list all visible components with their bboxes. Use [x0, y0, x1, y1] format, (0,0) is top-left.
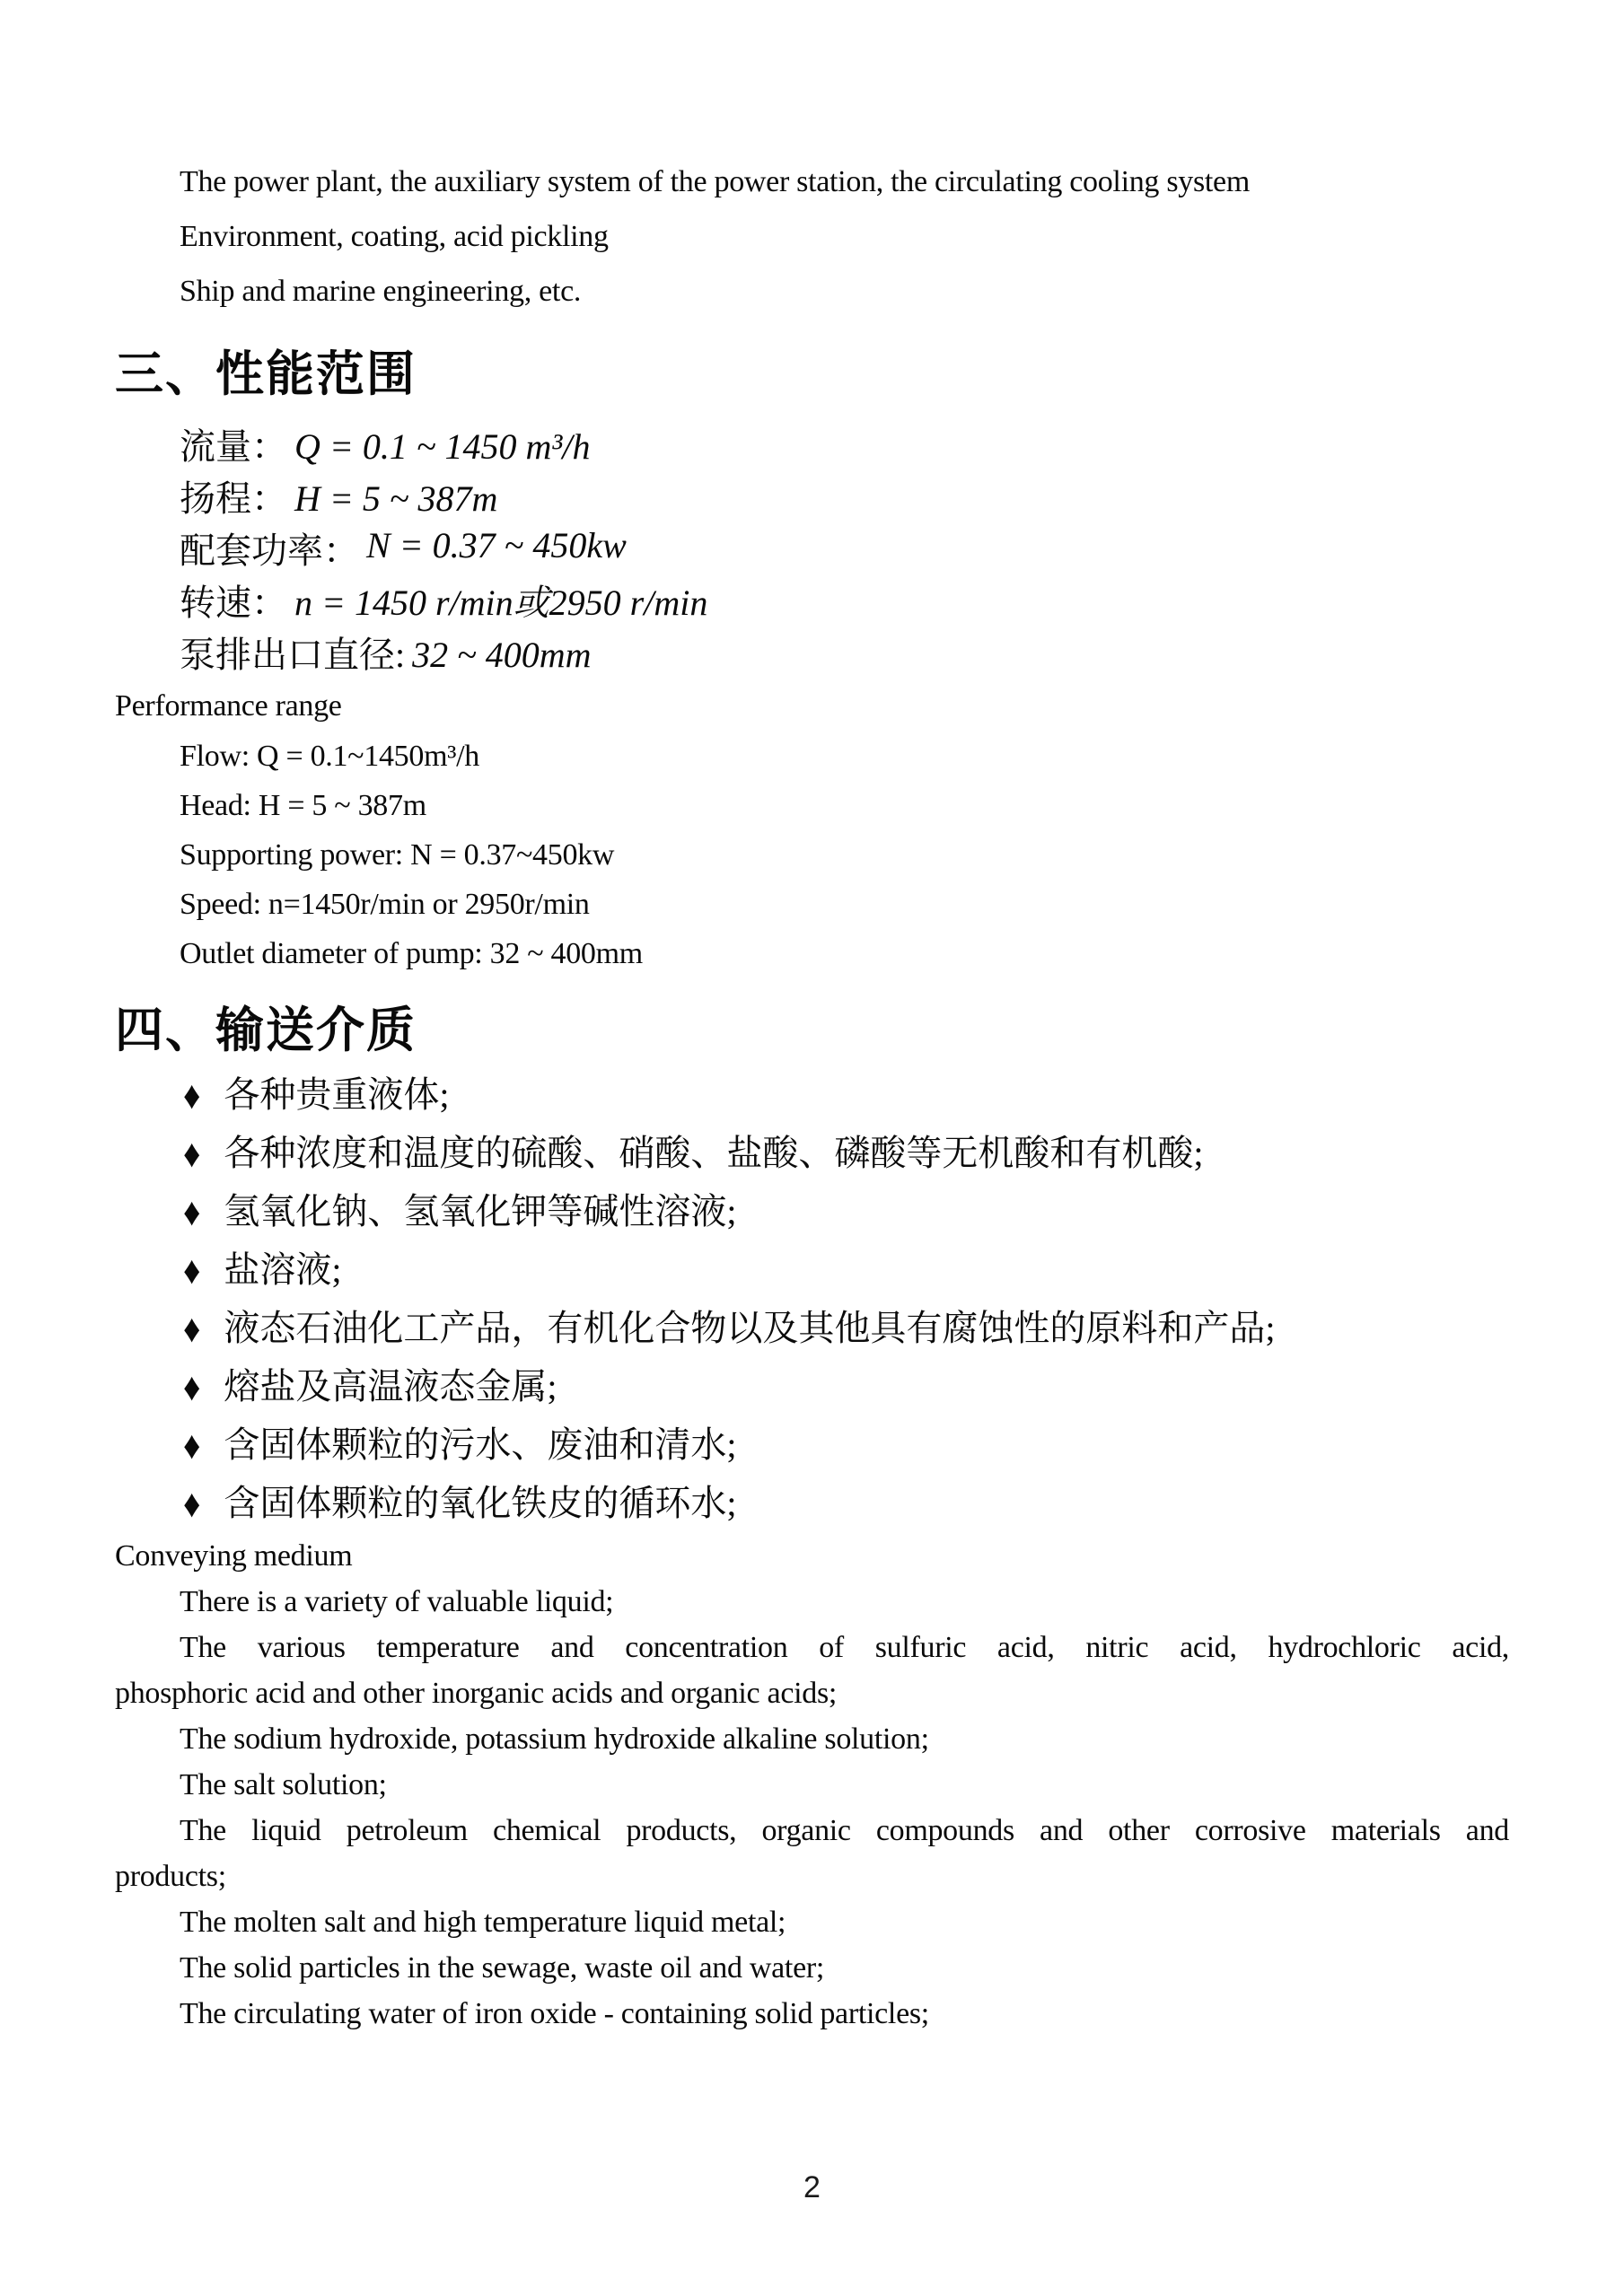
spec-power-en: Supporting power: N = 0.37~450kw [180, 838, 615, 872]
spec-label: 转速： [180, 583, 287, 623]
spec-label: 流量： [180, 426, 287, 467]
spec-head-cn [115, 473, 1509, 525]
bullet-text: 各种浓度和温度的硫酸、硝酸、盐酸、磷酸等无机酸和有机酸; [224, 1133, 1204, 1173]
medium-line: The molten salt and high temperature liquid metal; [180, 1906, 786, 1939]
bullet-item [115, 1300, 1509, 1358]
page-content [115, 0, 1509, 2037]
medium-line: The circulating water of iron oxide - containing solid particles; [180, 1997, 929, 2030]
medium-line: There is a variety of valuable liquid; [180, 1585, 614, 1618]
bullet-text: 各种贵重液体; [224, 1074, 450, 1115]
spec-formula: H = 5 ~ 387m [294, 478, 498, 519]
bullet-item [115, 1183, 1509, 1241]
bullet-item [115, 1066, 1509, 1125]
spec-power-cn [115, 525, 1509, 577]
bullet-text: 含固体颗粒的氧化铁皮的循环水; [224, 1483, 737, 1523]
bullet-item [115, 1125, 1509, 1183]
diamond-bullet-icon: ♦ [183, 1074, 201, 1118]
bullet-text: 液态石油化工产品，有机化合物以及其他具有腐蚀性的原料和产品; [224, 1308, 1276, 1348]
medium-paragraphs [115, 1579, 1509, 2037]
performance-specs-cn [115, 421, 1509, 681]
medium-line: The various temperature and concentration of sulfuric acid, nitric acid, hydrochloric acid, [180, 1631, 1509, 1664]
spec-speed-en: Speed: n=1450r/min or 2950r/min [180, 888, 590, 921]
performance-title-en: Performance range [115, 689, 342, 723]
medium-title-en: Conveying medium [115, 1539, 353, 1573]
spec-formula: Q = 0.1 ~ 1450 m³/h [294, 426, 591, 467]
spec-formula: 32 ~ 400mm [412, 635, 592, 675]
medium-line: The liquid petroleum chemical products, organic compounds and other corrosive materials and [180, 1814, 1509, 1847]
spec-head-en: Head: H = 5 ~ 387m [180, 789, 426, 822]
spec-label: 泵排出口直径: [180, 635, 406, 675]
medium-line: The solid particles in the sewage, waste oil and water; [180, 1951, 825, 1985]
medium-line: products; [115, 1860, 226, 1893]
intro-paragraphs [115, 154, 1509, 319]
medium-bullet-list [115, 1066, 1509, 1533]
spec-flow-en: Flow: Q = 0.1~1450m³/h [180, 740, 479, 773]
bullet-text: 含固体颗粒的污水、废油和清水; [224, 1424, 737, 1465]
bullet-item [115, 1475, 1509, 1533]
bullet-text: 盐溶液; [224, 1249, 342, 1290]
spec-label: 配套功率： [180, 530, 359, 571]
diamond-bullet-icon: ♦ [183, 1424, 201, 1468]
spec-outlet-en: Outlet diameter of pump: 32 ~ 400mm [180, 937, 643, 970]
bullet-item [115, 1358, 1509, 1416]
bullet-text: 氢氧化钠、氢氧化钾等碱性溶液; [224, 1191, 737, 1231]
diamond-bullet-icon: ♦ [183, 1482, 201, 1527]
medium-line: The sodium hydroxide, potassium hydroxide alkaline solution; [180, 1722, 929, 1756]
intro-line-2: Environment, coating, acid pickling [180, 220, 609, 253]
diamond-bullet-icon: ♦ [183, 1307, 201, 1352]
page-number: 2 [803, 2170, 821, 2204]
intro-line-3: Ship and marine engineering, etc. [180, 275, 582, 308]
diamond-bullet-icon: ♦ [183, 1365, 201, 1410]
medium-line: phosphoric acid and other inorganic acids and organic acids; [115, 1677, 838, 1710]
page-footer [0, 2170, 1624, 2205]
diamond-bullet-icon: ♦ [183, 1190, 201, 1235]
bullet-item [115, 1416, 1509, 1475]
medium-line: The salt solution; [180, 1768, 387, 1801]
diamond-bullet-icon: ♦ [183, 1249, 201, 1293]
spec-label: 扬程： [180, 478, 287, 519]
diamond-bullet-icon: ♦ [183, 1132, 201, 1177]
performance-specs-en [115, 732, 1509, 978]
bullet-text: 熔盐及高温液态金属; [224, 1366, 557, 1407]
intro-line-1: The power plant, the auxiliary system of the power station, the circulating cooling system [180, 165, 1250, 198]
spec-formula: N = 0.37 ~ 450kw [366, 525, 627, 565]
spec-speed-cn [115, 577, 1509, 629]
spec-flow-cn [115, 421, 1509, 473]
spec-formula: n = 1450 r/min或2950 r/min [294, 583, 708, 623]
section-3-heading: 三、性能范围 [115, 347, 417, 401]
bullet-item [115, 1241, 1509, 1300]
spec-outlet-cn [115, 629, 1509, 681]
section-4-heading: 四、输送介质 [115, 1003, 417, 1057]
